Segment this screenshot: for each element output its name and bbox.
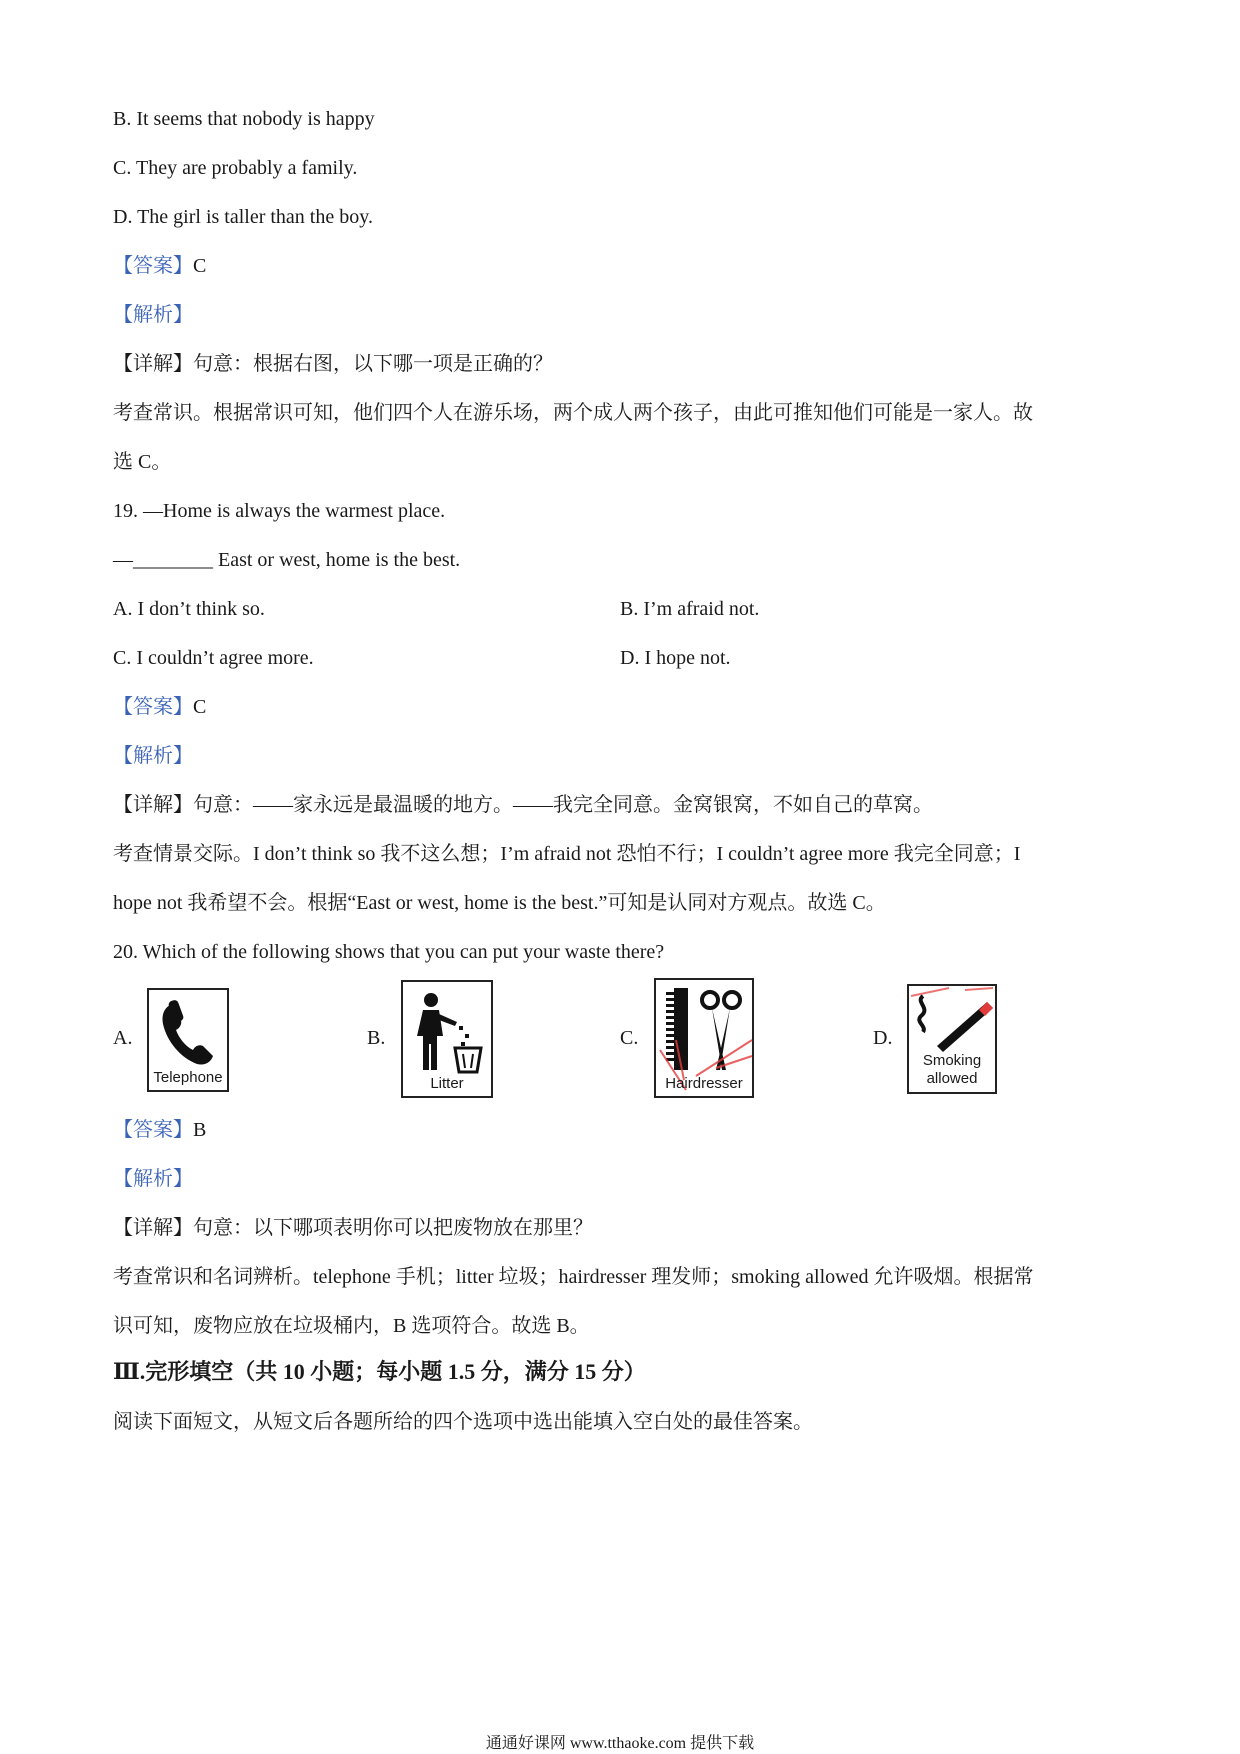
smoking-allowed-sign: [907, 984, 997, 1094]
q19-explain-line1: 考查情景交际。I don’t think so 我不这么想；I’m afraid not 恐怕不行；I couldn’t agree more 我完全同意；I: [113, 843, 1021, 865]
litter-sign: [401, 980, 493, 1098]
detail-label: 【详解】: [113, 353, 193, 375]
detail-label: 【详解】: [113, 1217, 193, 1239]
q18-explain-line1: 考查常识。根据常识可知，他们四个人在游乐场，两个成人两个孩子，由此可推知他们可能是一家人。故: [113, 402, 1033, 424]
q18-option-d: D. The girl is taller than the boy.: [113, 206, 373, 228]
smoking-allowed-caption: [909, 1052, 995, 1088]
telephone-sign: [147, 988, 229, 1092]
detail-text: 句意：以下哪项表明你可以把废物放在那里？: [193, 1217, 593, 1239]
q19-option-c: C. I couldn’t agree more.: [113, 647, 314, 669]
q19-option-d: D. I hope not.: [620, 647, 731, 669]
q19-stem-1: 19. —Home is always the warmest place.: [113, 500, 446, 522]
detail-label: 【详解】: [113, 794, 193, 816]
section-title: Ⅲ.完形填空（共 10 小题；每小题 1.5 分，满分 15 分）: [113, 1359, 646, 1384]
q19-option-b: B. I’m afraid not.: [620, 598, 760, 620]
litter-icon: [403, 986, 491, 1074]
q20-option-b-label: B.: [367, 1027, 386, 1049]
q19-explain-line2: hope not 我希望不会。根据“East or west, home is the best.”可知是认同对方观点。故选 C。: [113, 892, 886, 914]
q20-answer: [113, 1116, 206, 1144]
page-footer: 通通好课网 www.tthaoke.com 提供下载: [485, 1735, 755, 1752]
telephone-caption: Telephone: [153, 1069, 223, 1086]
q20-option-a-label: A.: [113, 1027, 133, 1049]
smoking-caption-line2: allowed: [926, 1070, 978, 1087]
q19-stem-2: —________ East or west, home is the best.: [113, 549, 461, 571]
q20-analysis-label: 【解析】: [113, 1168, 193, 1190]
detail-text: 句意：——家永远是最温暖的地方。——我完全同意。金窝银窝，不如自己的草窝。: [193, 794, 933, 816]
answer-value: C: [193, 696, 207, 718]
detail-text: 句意：根据右图，以下哪一项是正确的？: [193, 353, 553, 375]
q20-detail: [113, 1214, 593, 1242]
q19-analysis-label: 【解析】: [113, 745, 193, 767]
q18-answer: [113, 252, 206, 280]
q18-option-b: B. It seems that nobody is happy: [113, 108, 375, 130]
section-instruction: 阅读下面短文，从短文后各题所给的四个选项中选出能填入空白处的最佳答案。: [113, 1411, 813, 1433]
litter-caption: Litter: [430, 1075, 464, 1092]
answer-label: 【答案】: [113, 696, 193, 718]
smoking-caption-line1: Smoking: [922, 1052, 982, 1069]
q18-option-c: C. They are probably a family.: [113, 157, 358, 179]
hairdresser-caption: Hairdresser: [665, 1075, 743, 1092]
q19-detail: [113, 791, 933, 819]
answer-label: 【答案】: [113, 1119, 193, 1141]
q19-answer: [113, 693, 206, 721]
q20-explain-line1: 考查常识和名词辨析。telephone 手机；litter 垃圾；hairdresser 理发师；smoking allowed 允许吸烟。根据常: [113, 1266, 1034, 1288]
answer-value: B: [193, 1119, 207, 1141]
answer-value: C: [193, 255, 207, 277]
q20-stem: 20. Which of the following shows that you can put your waste there?: [113, 941, 665, 963]
telephone-icon: [151, 994, 229, 1072]
q19-option-a: A. I don’t think so.: [113, 598, 265, 620]
q18-detail: [113, 350, 553, 378]
hairdresser-sign: [654, 978, 754, 1098]
answer-label: 【答案】: [113, 255, 193, 277]
q20-explain-line2: 识可知，废物应放在垃圾桶内，B 选项符合。故选 B。: [113, 1315, 590, 1337]
q20-option-d-label: D.: [873, 1027, 893, 1049]
q18-analysis-label: 【解析】: [113, 304, 193, 326]
q18-explain-line2: 选 C。: [113, 451, 172, 473]
q20-option-c-label: C.: [620, 1027, 639, 1049]
